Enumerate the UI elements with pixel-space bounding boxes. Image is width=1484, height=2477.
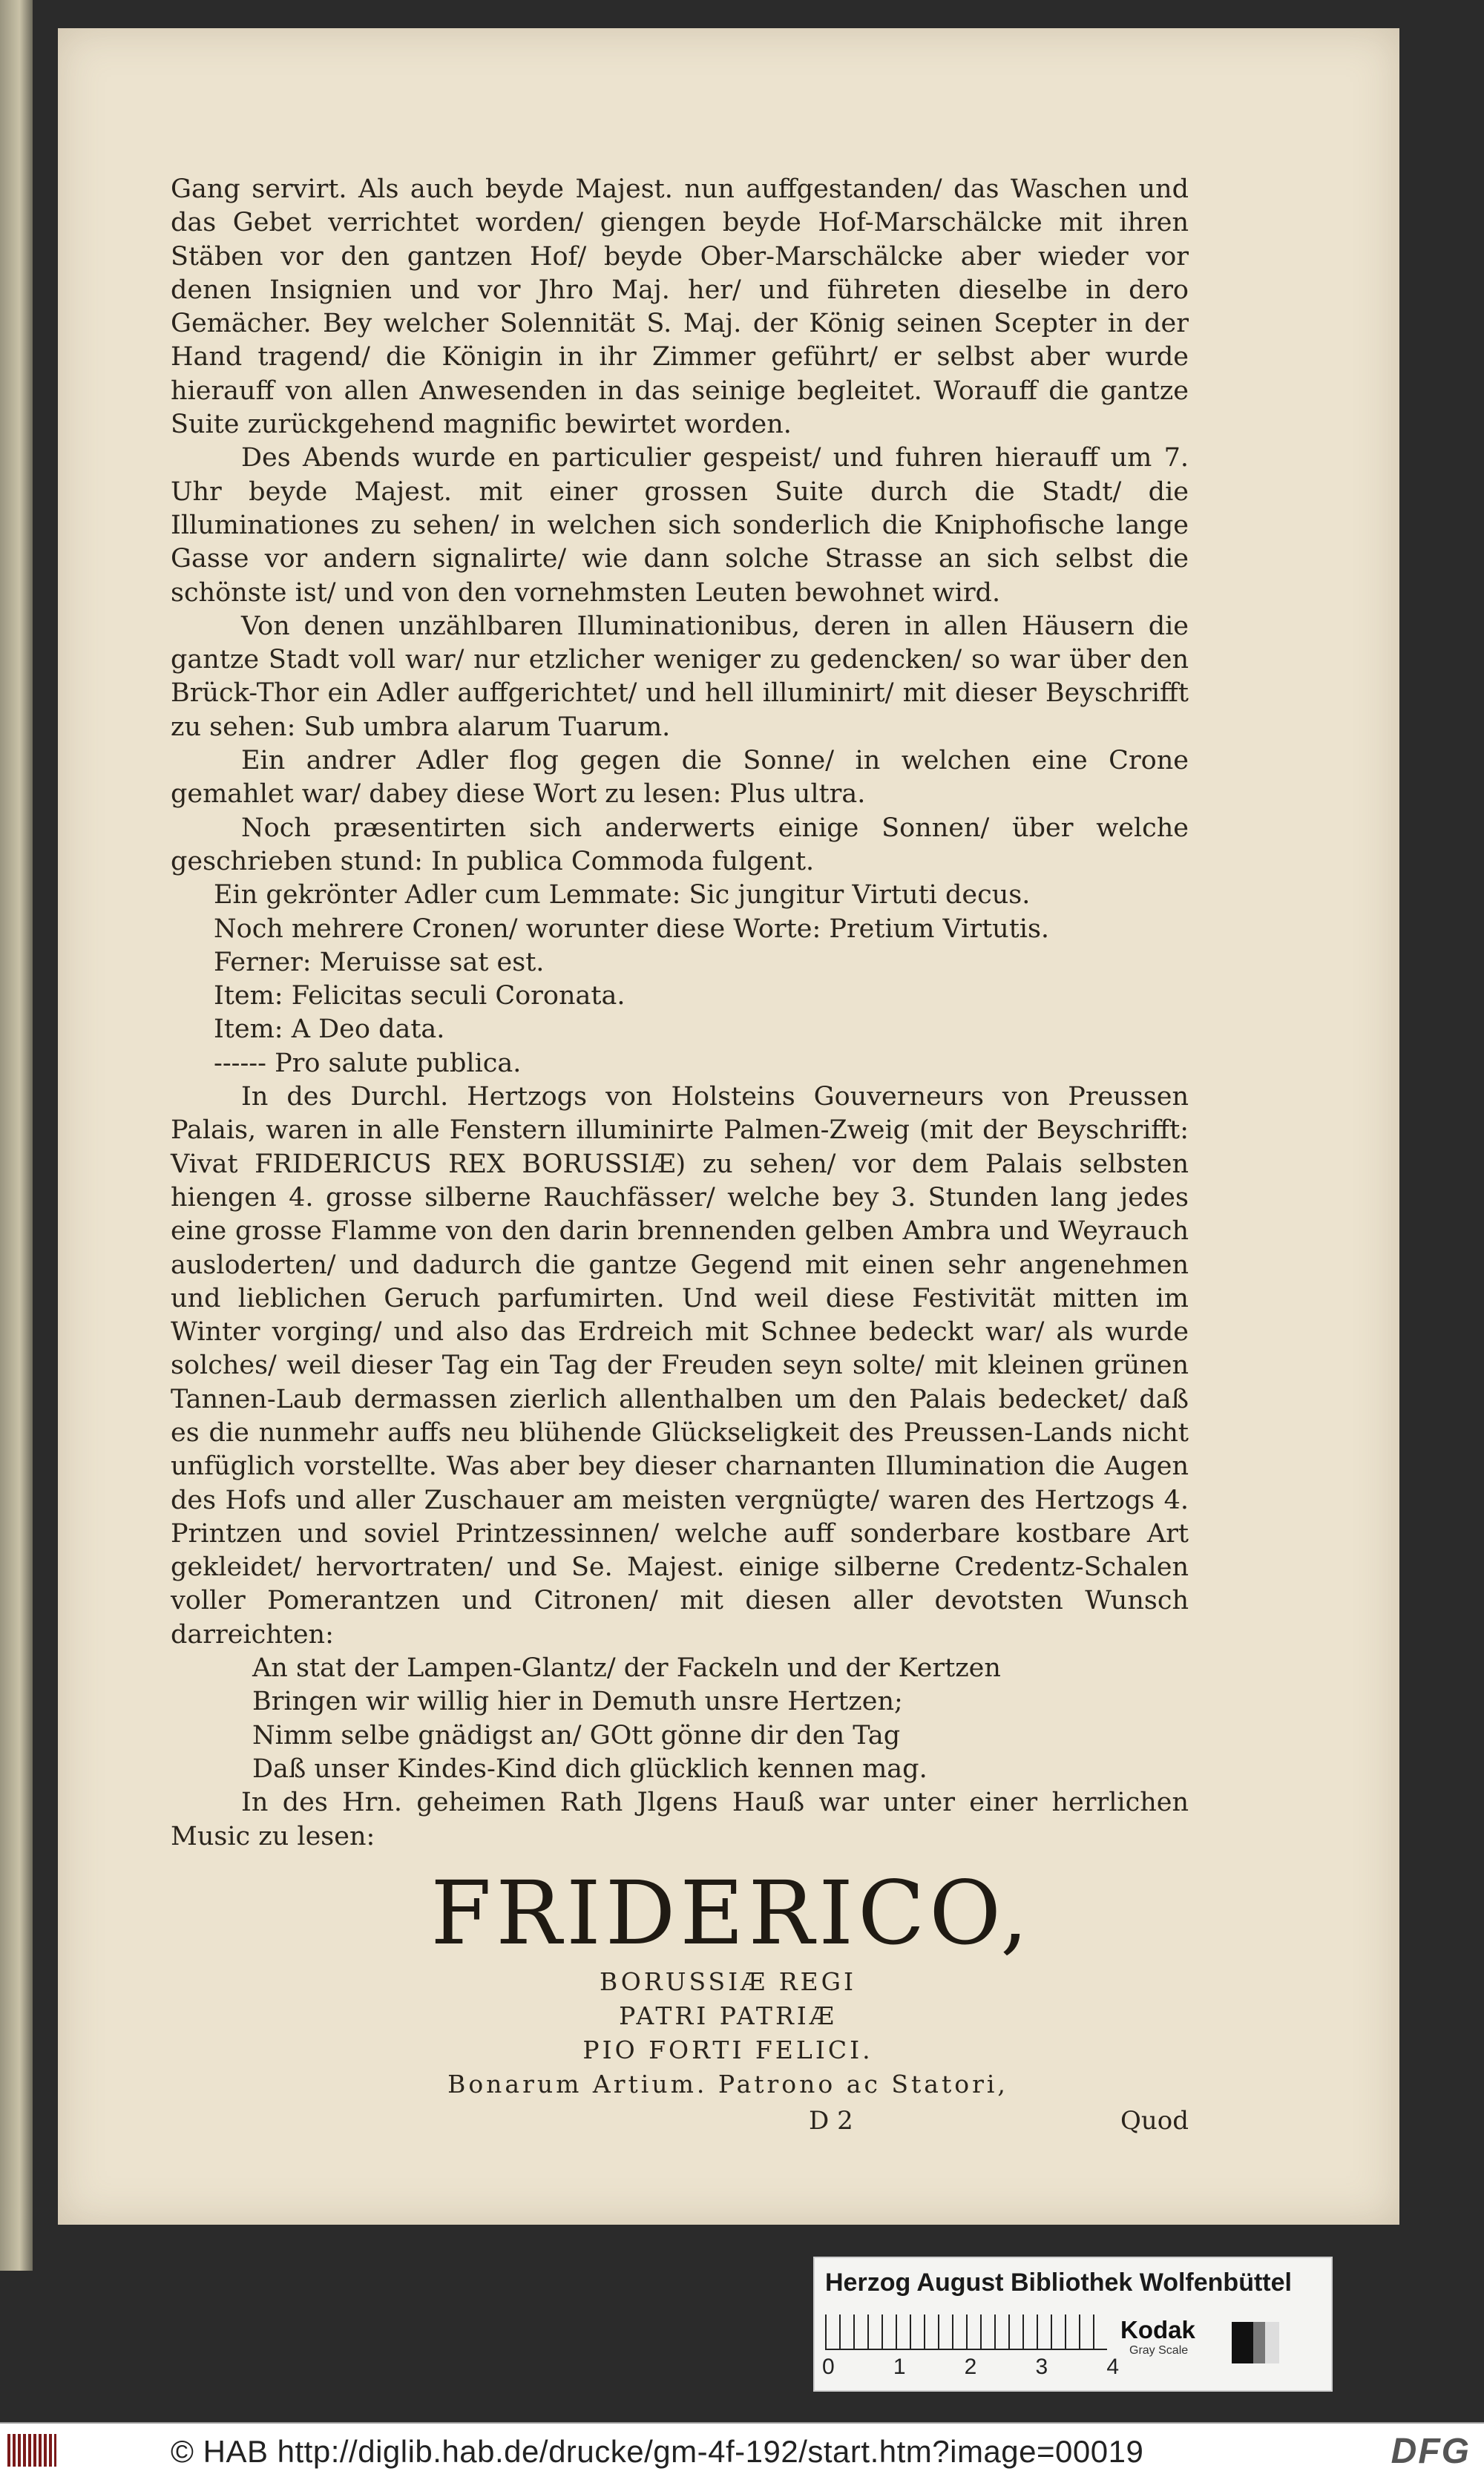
paragraph: Von denen unzählbaren Illuminationibus, deren in allen Häusern die gantze Stadt voll war/ nur etzlicher weniger zu gedencken/ so war über den Brück-Thor ein Adler auffgerichtet/ und hell illuminirt/ mit dieser Beyschrifft zu sehen: Sub umbra alarum Tuarum. — [171, 611, 1189, 742]
gray-scale-label: Gray Scale — [1129, 2344, 1189, 2357]
paragraph: In des Hrn. geheimen Rath Jlgens Hauß war unter einer herrlichen Music zu lesen: — [171, 1788, 1189, 1851]
scale-number: 4 — [1106, 2355, 1119, 2379]
scale-numbers — [822, 2355, 1119, 2380]
inscription-line: BORUSSIÆ REGI — [599, 1966, 857, 1996]
kodak-label: Kodak — [1120, 2316, 1195, 2343]
motto-item: Item: Felicitas seculi Coronata. — [214, 981, 626, 1011]
verse-line: Daß unser Kindes-Kind dich glücklich kennen mag. — [252, 1753, 928, 1784]
motto-item: Noch mehrere Cronen/ worunter diese Worte: Pretium Virtutis. — [214, 913, 1050, 944]
signature-mark: D 2 — [809, 2105, 853, 2136]
color-scale-card — [813, 2257, 1333, 2392]
scale-number: 1 — [893, 2355, 906, 2379]
paragraph: Des Abends wurde en particulier gespeist/ und fuhren hierauff um 7. Uhr beyde Majest. mit einer grossen Suite durch die Stadt/ die Illuminationes zu sehen/ in welchen sich sonderlich die Kniphofische lange Gasse vor andern signalirte/ wie dann solche Strasse an sich selbst die schönste ist/ und von den vornehmsten Leuten bewohnet wird. — [171, 443, 1189, 608]
page-footer-row — [171, 2102, 1189, 2146]
scale-number: 2 — [964, 2355, 977, 2379]
inscription-line: PIO FORTI FELICI. — [582, 2035, 873, 2064]
inscription-line: Bonarum Artium. Patrono ac Statori, — [447, 2069, 1008, 2099]
barcode-icon — [7, 2434, 56, 2467]
scale-ruler — [825, 2314, 1107, 2350]
motto-item: ------ Pro salute publica. — [214, 1048, 522, 1078]
scale-number: 3 — [1035, 2355, 1048, 2379]
paragraph: Noch præsentirten sich anderwerts einige Sonnen/ über welche geschrieben stund: In publica Commoda fulgent. — [171, 813, 1189, 876]
book-page — [58, 28, 1399, 2225]
gray-swatch — [1232, 2322, 1279, 2363]
page-text — [171, 173, 1189, 2146]
motto-item: Ferner: Meruisse sat est. — [214, 947, 545, 977]
verse-line: An stat der Lampen-Glantz/ der Fackeln und der Kertzen — [252, 1653, 1001, 1684]
motto-item: Ein gekrönter Adler cum Lemmate: Sic jungitur Virtuti decus. — [214, 880, 1031, 911]
footer-bar — [0, 2422, 1484, 2477]
inscription — [171, 1861, 1189, 2102]
verse-line: Nimm selbe gnädigst an/ GOtt gönne dir den Tag — [252, 1720, 901, 1751]
paragraph: Ein andrer Adler flog gegen die Sonne/ in welchen eine Crone gemahlet war/ dabey diese Wort zu lesen: Plus ultra. — [171, 746, 1189, 810]
dfg-logo: DFG — [1391, 2432, 1471, 2471]
scale-number: 0 — [822, 2355, 835, 2379]
library-name: Herzog August Bibliothek Wolfenbüttel — [825, 2268, 1292, 2297]
motto-item: Item: A Deo data. — [214, 1014, 445, 1045]
catchword: Quod — [1120, 2105, 1189, 2136]
verse-line: Bringen wir willig hier in Demuth unsre Hertzen; — [252, 1687, 903, 1717]
inscription-title: FRIDERICO, — [430, 1861, 1033, 1964]
previous-page-edge — [0, 0, 33, 2271]
paragraph: Gang servirt. Als auch beyde Majest. nun auffgestanden/ das Waschen und das Gebet verrichtet worden/ giengen beyde Hof-Marschälcke mit ihren Stäben vor den gantzen Hof/ beyde Ober-Marschälcke aber wieder vor denen Insignien und vor Jhro Maj. her/ und führeten dieselbe in dero Gemächer. Bey welcher Solennität S. Maj. der König seinen Scepter in der Hand tragend/ die Königin in ihr Zimmer geführt/ er selbst aber wurde hierauff von allen Anwesenden in das seinige begleitet. Worauff die gantze Suite zurückgehend magnific bewirtet worden. — [171, 174, 1189, 440]
paragraph: In des Durchl. Hertzogs von Holsteins Gouverneurs von Preussen Palais, waren in alle Fenstern illuminirte Palmen-Zweig (mit der Beyschrifft: Vivat FRIDERICUS REX BORUSSIÆ) zu sehen/ vor dem Palais selbsten hiengen 4. grosse silberne Rauchfässer/ welche bey 3. Stunden lang jedes eine grosse Flamme von den darin brennenden gelben Ambra und Weyrauch ausloderten/ und dadurch die gantze Gegend mit einen sehr angenehmen und lieblichen Geruch parfumirten. Und weil diese Festivität mitten im Winter vorging/ und also das Erdreich mit Schnee bedeckt war/ als wurde solches/ weil dieser Tag ein Tag der Freuden seyn solte/ mit kleinen grünen Tannen-Laub dermassen zierlich allenthalben um den Palais bedecket/ daß es die nunmehr auffs neu blühende Glückseligkeit des Preussen-Lands nicht unfüglich vorstellte. Was aber bey dieser charnanten Illumination die Augen des Hofs und aller Zuschauer am meisten vergnügte/ waren des Hertzogs 4. Printzen und soviel Printzessinnen/ welche auff sonderbare kostbare Art gekleidet/ hervortraten/ und Se. Majest. einige silberne Credentz-Schalen voller Pomerantzen und Citronen/ mit diesen aller devotsten Wunsch darreichten: — [171, 1082, 1189, 1650]
footer-link[interactable]: © HAB http://diglib.hab.de/drucke/gm-4f-192/start.htm?image=00019 — [171, 2434, 1144, 2469]
inscription-line: PATRI PATRIÆ — [619, 2001, 837, 2030]
